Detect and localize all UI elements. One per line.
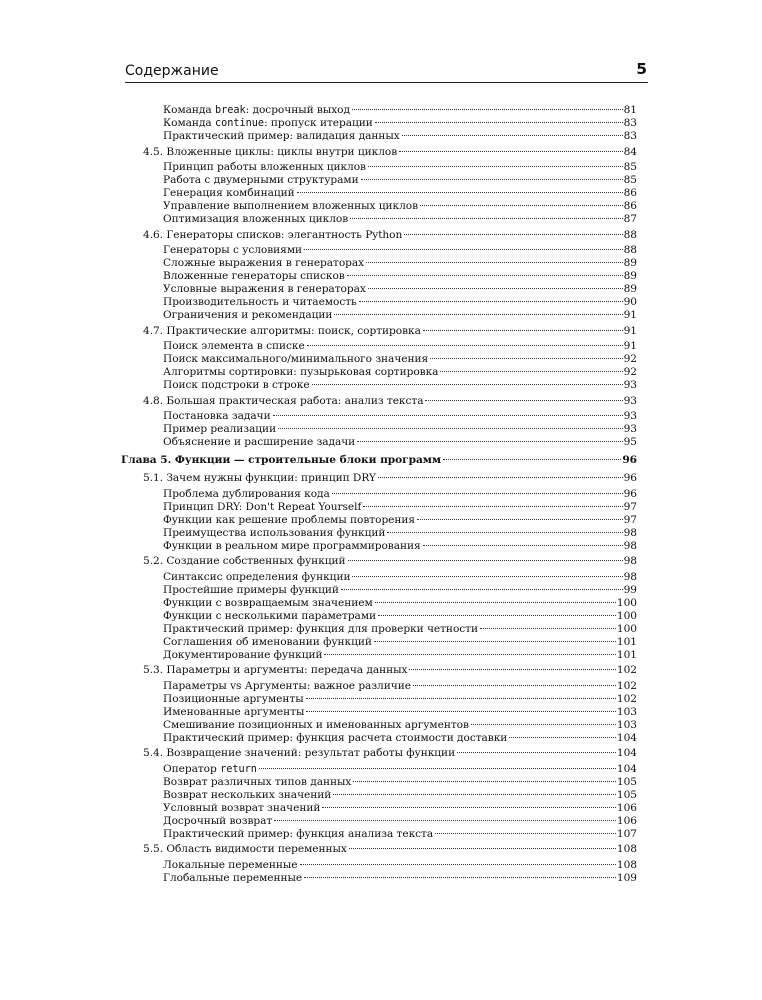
dot-leader	[297, 191, 623, 193]
title-text: 5.4. Возвращение значений: результат работы функции	[143, 747, 456, 759]
toc-section-entry	[143, 395, 637, 408]
toc-page-number: 98	[623, 539, 637, 552]
title-text: Синтаксис определения функции	[163, 570, 351, 583]
dot-leader	[332, 492, 623, 494]
toc-subsection-entry	[163, 763, 637, 776]
toc-section-entry	[143, 472, 637, 485]
toc-entry-title	[163, 706, 304, 719]
toc-subsection-entry	[163, 257, 637, 270]
title-text: Локальные переменные	[163, 858, 298, 871]
toc-entry-title	[163, 501, 361, 514]
dot-leader	[324, 653, 615, 655]
title-text: Постановка задачи	[163, 410, 271, 422]
toc-page-number: 107	[616, 827, 637, 840]
title-text: Вложенные генераторы списков	[163, 270, 345, 282]
toc-page-number: 102	[616, 692, 637, 705]
dot-leader	[347, 274, 623, 276]
toc-page-number: 89	[623, 283, 637, 295]
toc-page-number: 88	[623, 244, 637, 256]
toc-page-number: 105	[616, 788, 637, 801]
toc-page-number: 97	[623, 500, 637, 513]
toc-page-number: 90	[623, 296, 637, 308]
title-text: Простейшие примеры функций	[163, 583, 339, 596]
toc-chapter-entry	[121, 454, 637, 467]
toc-subsection-entry	[163, 366, 637, 379]
dot-leader	[368, 287, 623, 289]
dot-leader	[368, 165, 623, 167]
toc-page-number: 106	[616, 814, 637, 827]
toc-subsection-entry	[163, 815, 637, 828]
toc-entry-title	[163, 763, 257, 776]
toc-subsection-entry	[163, 488, 637, 501]
toc-page-number: 102	[616, 664, 637, 676]
toc-page-number: 101	[616, 635, 637, 648]
dot-leader	[353, 780, 616, 782]
toc-entry-title	[163, 859, 298, 872]
dot-leader	[402, 134, 623, 136]
toc-subsection-entry	[163, 636, 637, 649]
toc-entry-title	[163, 130, 400, 143]
toc-subsection-entry	[163, 828, 637, 841]
toc-entry-title	[163, 436, 355, 449]
toc-page-number: 96	[623, 472, 637, 484]
dot-leader	[378, 614, 616, 616]
toc-section-entry	[143, 843, 637, 856]
toc-entry-title	[163, 571, 350, 584]
toc-subsection-entry	[163, 423, 637, 436]
dot-leader	[440, 370, 622, 372]
dot-leader	[404, 233, 622, 235]
dot-leader	[306, 710, 616, 712]
title-text: Управление выполнением вложенных циклов	[163, 200, 419, 212]
toc-page-number: 98	[623, 555, 637, 567]
toc-subsection-entry	[163, 410, 637, 423]
toc-page-number: 109	[616, 871, 637, 884]
toc-subsection-entry	[163, 584, 637, 597]
toc-entry-title	[163, 789, 331, 802]
toc-subsection-entry	[163, 283, 637, 296]
toc-entry-title	[163, 488, 330, 501]
toc-subsection-entry	[163, 706, 637, 719]
toc-subsection-entry	[163, 200, 637, 213]
dot-leader	[509, 736, 616, 738]
toc-subsection-entry	[163, 872, 637, 885]
dot-leader	[348, 559, 623, 561]
toc-entry-title	[143, 146, 397, 159]
toc-section-entry	[143, 146, 637, 159]
dot-leader	[363, 505, 622, 507]
toc-page-number: 98	[623, 526, 637, 539]
toc-entry-title	[143, 325, 421, 338]
toc-entry-title	[121, 454, 441, 467]
toc-page-number: 86	[623, 200, 637, 212]
toc-subsection-entry	[163, 680, 637, 693]
dot-leader	[341, 588, 623, 590]
toc-page-number: 97	[623, 513, 637, 526]
title-text: 4.8. Большая практическая работа: анализ текста	[143, 394, 424, 407]
toc-subsection-entry	[163, 732, 637, 745]
dot-leader	[374, 640, 616, 642]
toc-entry-title	[163, 732, 507, 745]
toc-subsection-entry	[163, 436, 637, 449]
title-text: Принцип работы вложенных циклов	[163, 161, 366, 173]
dot-leader	[259, 767, 616, 769]
title-text: Производительность и читаемость	[163, 296, 357, 308]
toc-subsection-entry	[163, 859, 637, 872]
toc-page-number: 102	[616, 679, 637, 692]
inline-code: return	[220, 763, 257, 775]
toc-page-number: 103	[616, 718, 637, 731]
toc-subsection-entry	[163, 623, 637, 636]
dot-leader	[435, 832, 616, 834]
title-text: Позиционные аргументы	[163, 692, 304, 705]
title-text: Досрочный возврат	[163, 814, 273, 827]
toc-page-number: 100	[616, 609, 637, 622]
title-text: Поиск элемента в списке	[163, 340, 305, 352]
toc-entry-title	[163, 623, 478, 636]
toc-entry-title	[163, 527, 385, 540]
toc-section-entry	[143, 325, 637, 338]
toc-page-number: 104	[616, 731, 637, 744]
toc-subsection-entry	[163, 309, 637, 322]
dot-leader	[350, 217, 622, 219]
toc-page-number: 83	[623, 130, 637, 142]
toc-page-number: 87	[623, 213, 637, 225]
toc-subsection-entry	[163, 571, 637, 584]
toc-page-number: 85	[623, 174, 637, 186]
toc-entry-title	[163, 540, 421, 553]
title-text: Пример реализации	[163, 423, 277, 435]
toc-section-entry	[143, 747, 637, 760]
title-text: Документирование функций	[163, 648, 323, 661]
toc-entry-title	[163, 802, 320, 815]
toc-page-number: 93	[623, 423, 637, 435]
dot-leader	[278, 427, 623, 429]
title-text: 5.1. Зачем нужны функции: принцип DRY	[143, 472, 376, 484]
toc-subsection-entry	[163, 597, 637, 610]
toc-entry-title	[143, 395, 423, 408]
toc-entry-title	[163, 693, 304, 706]
dot-leader	[349, 847, 616, 849]
toc-page-number: 108	[616, 843, 637, 855]
toc-entry-title	[163, 117, 373, 130]
title-text: Функции с возвращаемым значением	[163, 596, 373, 609]
toc-page-number: 81	[623, 104, 637, 116]
toc-page-number: 108	[616, 858, 637, 871]
dot-leader	[352, 108, 623, 110]
toc-subsection-entry	[163, 610, 637, 623]
toc-entry-title	[143, 555, 346, 568]
toc-entry-title	[143, 843, 347, 856]
toc-page-number: 104	[616, 762, 637, 775]
toc-entry-title	[163, 610, 376, 623]
dot-leader	[273, 414, 623, 416]
toc-subsection-entry	[163, 130, 637, 143]
toc-page-number: 89	[623, 270, 637, 282]
title-text: Практический пример: функция анализа текста	[163, 827, 434, 840]
title-text: 4.6. Генераторы списков: элегантность Python	[143, 228, 403, 241]
dot-leader	[307, 344, 623, 346]
dot-leader	[312, 383, 623, 385]
toc-entry-title	[143, 664, 407, 677]
toc-page-number: 91	[623, 324, 637, 337]
toc-entry-title	[163, 296, 357, 309]
title-text: Условные выражения в генераторах	[163, 283, 366, 295]
dot-leader	[322, 806, 616, 808]
toc-section-entry	[143, 555, 637, 568]
toc-subsection-entry	[163, 514, 637, 527]
toc-entry-title	[163, 340, 305, 353]
title-text: Практический пример: функция для проверки четности	[163, 622, 478, 635]
toc-entry-title	[163, 366, 438, 379]
toc-page-number: 83	[623, 117, 637, 129]
dot-leader	[399, 150, 622, 152]
toc-page-number: 105	[616, 775, 637, 788]
dot-leader	[480, 627, 616, 629]
title-text: 5.3. Параметры и аргументы: передача данных	[143, 664, 408, 676]
toc-subsection-entry	[163, 104, 637, 117]
dot-leader	[423, 544, 623, 546]
toc-subsection-entry	[163, 353, 637, 366]
toc-subsection-entry	[163, 117, 637, 130]
toc-subsection-entry	[163, 244, 637, 257]
toc-entry-title	[163, 353, 428, 366]
dot-leader	[366, 261, 623, 263]
title-text: Возврат различных типов данных	[163, 775, 352, 788]
title-text: : досрочный выход	[245, 104, 350, 116]
toc-subsection-entry	[163, 527, 637, 540]
toc-entry-title	[163, 187, 295, 200]
toc-entry-title	[163, 423, 276, 436]
title-text: Поиск максимального/минимального значения	[163, 353, 429, 365]
dot-leader	[375, 121, 623, 123]
toc-subsection-entry	[163, 649, 637, 662]
dot-leader	[352, 575, 622, 577]
toc-page-number: 92	[623, 366, 637, 378]
toc-entry-title	[163, 776, 351, 789]
toc-page-number: 84	[623, 145, 637, 158]
toc-page-number: 89	[623, 257, 637, 269]
toc-subsection-entry	[163, 802, 637, 815]
toc-entry-title	[163, 649, 322, 662]
dot-leader	[274, 819, 616, 821]
inline-code: break	[215, 105, 246, 116]
dot-leader	[430, 357, 622, 359]
toc-entry-title	[163, 309, 332, 322]
toc-subsection-entry	[163, 174, 637, 187]
dot-leader	[359, 300, 623, 302]
toc-subsection-entry	[163, 540, 637, 553]
title-text: Генераторы с условиями	[163, 244, 303, 256]
toc-entry-title	[163, 283, 366, 296]
title-text: Смешивание позиционных и именованных аргументов	[163, 718, 469, 731]
toc-section-entry	[143, 664, 637, 677]
toc-subsection-entry	[163, 340, 637, 353]
title-text: Команда	[163, 104, 215, 116]
dot-leader	[471, 723, 616, 725]
toc-page-number: 93	[623, 410, 637, 422]
title-text: 5.2. Создание собственных функций	[143, 555, 346, 567]
dot-leader	[387, 531, 622, 533]
toc-page-number: 92	[623, 353, 637, 365]
toc-subsection-entry	[163, 187, 637, 200]
toc-entry-title	[163, 514, 415, 527]
toc-subsection-entry	[163, 270, 637, 283]
toc-entry-title	[163, 872, 302, 885]
title-text: Глобальные переменные	[163, 871, 303, 884]
toc-page-number: 93	[623, 394, 637, 407]
dot-leader	[300, 863, 616, 865]
toc-page-number: 101	[616, 648, 637, 661]
toc-page-number: 100	[616, 596, 637, 609]
title-text: Поиск подстроки в строке	[163, 379, 310, 391]
title-text: 4.7. Практические алгоритмы: поиск, сортировка	[143, 324, 421, 337]
title-text: Ограничения и рекомендации	[163, 309, 333, 321]
title-text: Условный возврат значений	[163, 801, 321, 814]
dot-leader	[304, 876, 616, 878]
toc-subsection-entry	[163, 719, 637, 732]
toc-page-number: 100	[616, 622, 637, 635]
dot-leader	[443, 458, 621, 460]
dot-leader	[378, 476, 623, 478]
toc-section-entry	[143, 229, 637, 242]
toc-entry-title	[163, 244, 302, 257]
toc-entry-title	[163, 719, 469, 732]
toc-entry-title	[163, 815, 272, 828]
toc-page-number: 85	[623, 161, 637, 173]
title-text: 4.5. Вложенные циклы: циклы внутри циклов	[143, 145, 398, 158]
toc-page-number: 95	[623, 436, 637, 448]
title-text: Объяснение и расширение задачи	[163, 436, 356, 448]
dot-leader	[304, 248, 623, 250]
toc-page-number: 96	[622, 454, 637, 466]
dot-leader	[306, 697, 616, 699]
title-text: 5.5. Область видимости переменных	[143, 843, 347, 855]
toc-entry-title	[163, 257, 364, 270]
dot-leader	[457, 751, 616, 753]
dot-leader	[333, 793, 616, 795]
title-text: Генерация комбинаций	[163, 187, 295, 199]
toc-page-number: 104	[616, 747, 637, 759]
dot-leader	[334, 313, 622, 315]
title-text: Функции в реальном мире программирования	[163, 539, 421, 552]
dot-leader	[409, 668, 616, 670]
toc-entry-title	[143, 229, 402, 242]
title-text: Работа с двумерными структурами	[163, 174, 359, 186]
toc-entry-title	[163, 270, 345, 283]
title-text: Принцип DRY: Don't Repeat Yourself	[163, 500, 362, 513]
toc-page-number: 96	[623, 487, 637, 500]
toc-entry-title	[163, 379, 310, 392]
title-text: Сложные выражения в генераторах	[163, 257, 365, 269]
toc-page-number: 91	[623, 340, 637, 352]
toc-entry-title	[163, 410, 271, 423]
title-text: Практический пример: функция расчета стоимости доставки	[163, 731, 508, 744]
title-text: Возврат нескольких значений	[163, 788, 332, 801]
toc-page-number: 103	[616, 705, 637, 718]
title-text: Параметры vs Аргументы: важное различие	[163, 679, 411, 692]
toc-subsection-entry	[163, 776, 637, 789]
toc-subsection-entry	[163, 693, 637, 706]
toc-entry-title	[163, 680, 411, 693]
toc-entry-title	[163, 104, 350, 117]
title-text: : пропуск итерации	[264, 117, 373, 129]
title-text: Соглашения об именовании функций	[163, 635, 372, 648]
title-text: Преимущества использования функций	[163, 526, 386, 539]
toc-subsection-entry	[163, 789, 637, 802]
toc-page-number: 91	[623, 309, 637, 321]
toc-page-number: 93	[623, 379, 637, 391]
toc-entry-title	[163, 828, 433, 841]
toc-subsection-entry	[163, 161, 637, 174]
toc-page-number: 88	[623, 228, 637, 241]
toc-entry-title	[163, 174, 359, 187]
dot-leader	[425, 399, 622, 401]
toc-subsection-entry	[163, 379, 637, 392]
toc-page-number: 86	[623, 187, 637, 199]
title-text: Оператор	[163, 762, 221, 775]
title-text: Функции с несколькими параметрами	[163, 609, 377, 622]
title-text: Практический пример: валидация данных	[163, 130, 400, 142]
toc-entry-title	[143, 747, 455, 760]
toc-entry-title	[143, 472, 376, 485]
toc-subsection-entry	[163, 501, 637, 514]
dot-leader	[420, 204, 623, 206]
dot-leader	[361, 178, 623, 180]
title-text: Оптимизация вложенных циклов	[163, 213, 349, 225]
title-text: Алгоритмы сортировки: пузырьковая сортировка	[163, 366, 439, 378]
dot-leader	[357, 440, 622, 442]
toc-page-number: 98	[623, 570, 637, 583]
toc-entry-title	[163, 636, 372, 649]
dot-leader	[375, 601, 616, 603]
title-text: Именованные аргументы	[163, 705, 305, 718]
page-number: 5	[636, 60, 647, 78]
dot-leader	[417, 518, 623, 520]
toc-subsection-entry	[163, 296, 637, 309]
toc-page-number: 99	[623, 583, 637, 596]
toc-entry-title	[163, 597, 373, 610]
toc-entry-title	[163, 161, 366, 174]
toc-entry-title	[163, 584, 339, 597]
inline-code: continue	[215, 118, 265, 129]
toc-entry-title	[163, 213, 348, 226]
title-text: Проблема дублирования кода	[163, 487, 330, 500]
title-text: Функции как решение проблемы повторения	[163, 513, 416, 526]
toc-page-number: 106	[616, 801, 637, 814]
dot-leader	[413, 684, 616, 686]
title-text: Глава 5. Функции — строительные блоки программ	[121, 454, 442, 466]
title-text: Команда	[163, 117, 215, 129]
running-header-title: Содержание	[125, 63, 219, 79]
toc-entry-title	[163, 200, 418, 213]
dot-leader	[423, 329, 623, 331]
toc-subsection-entry	[163, 213, 637, 226]
